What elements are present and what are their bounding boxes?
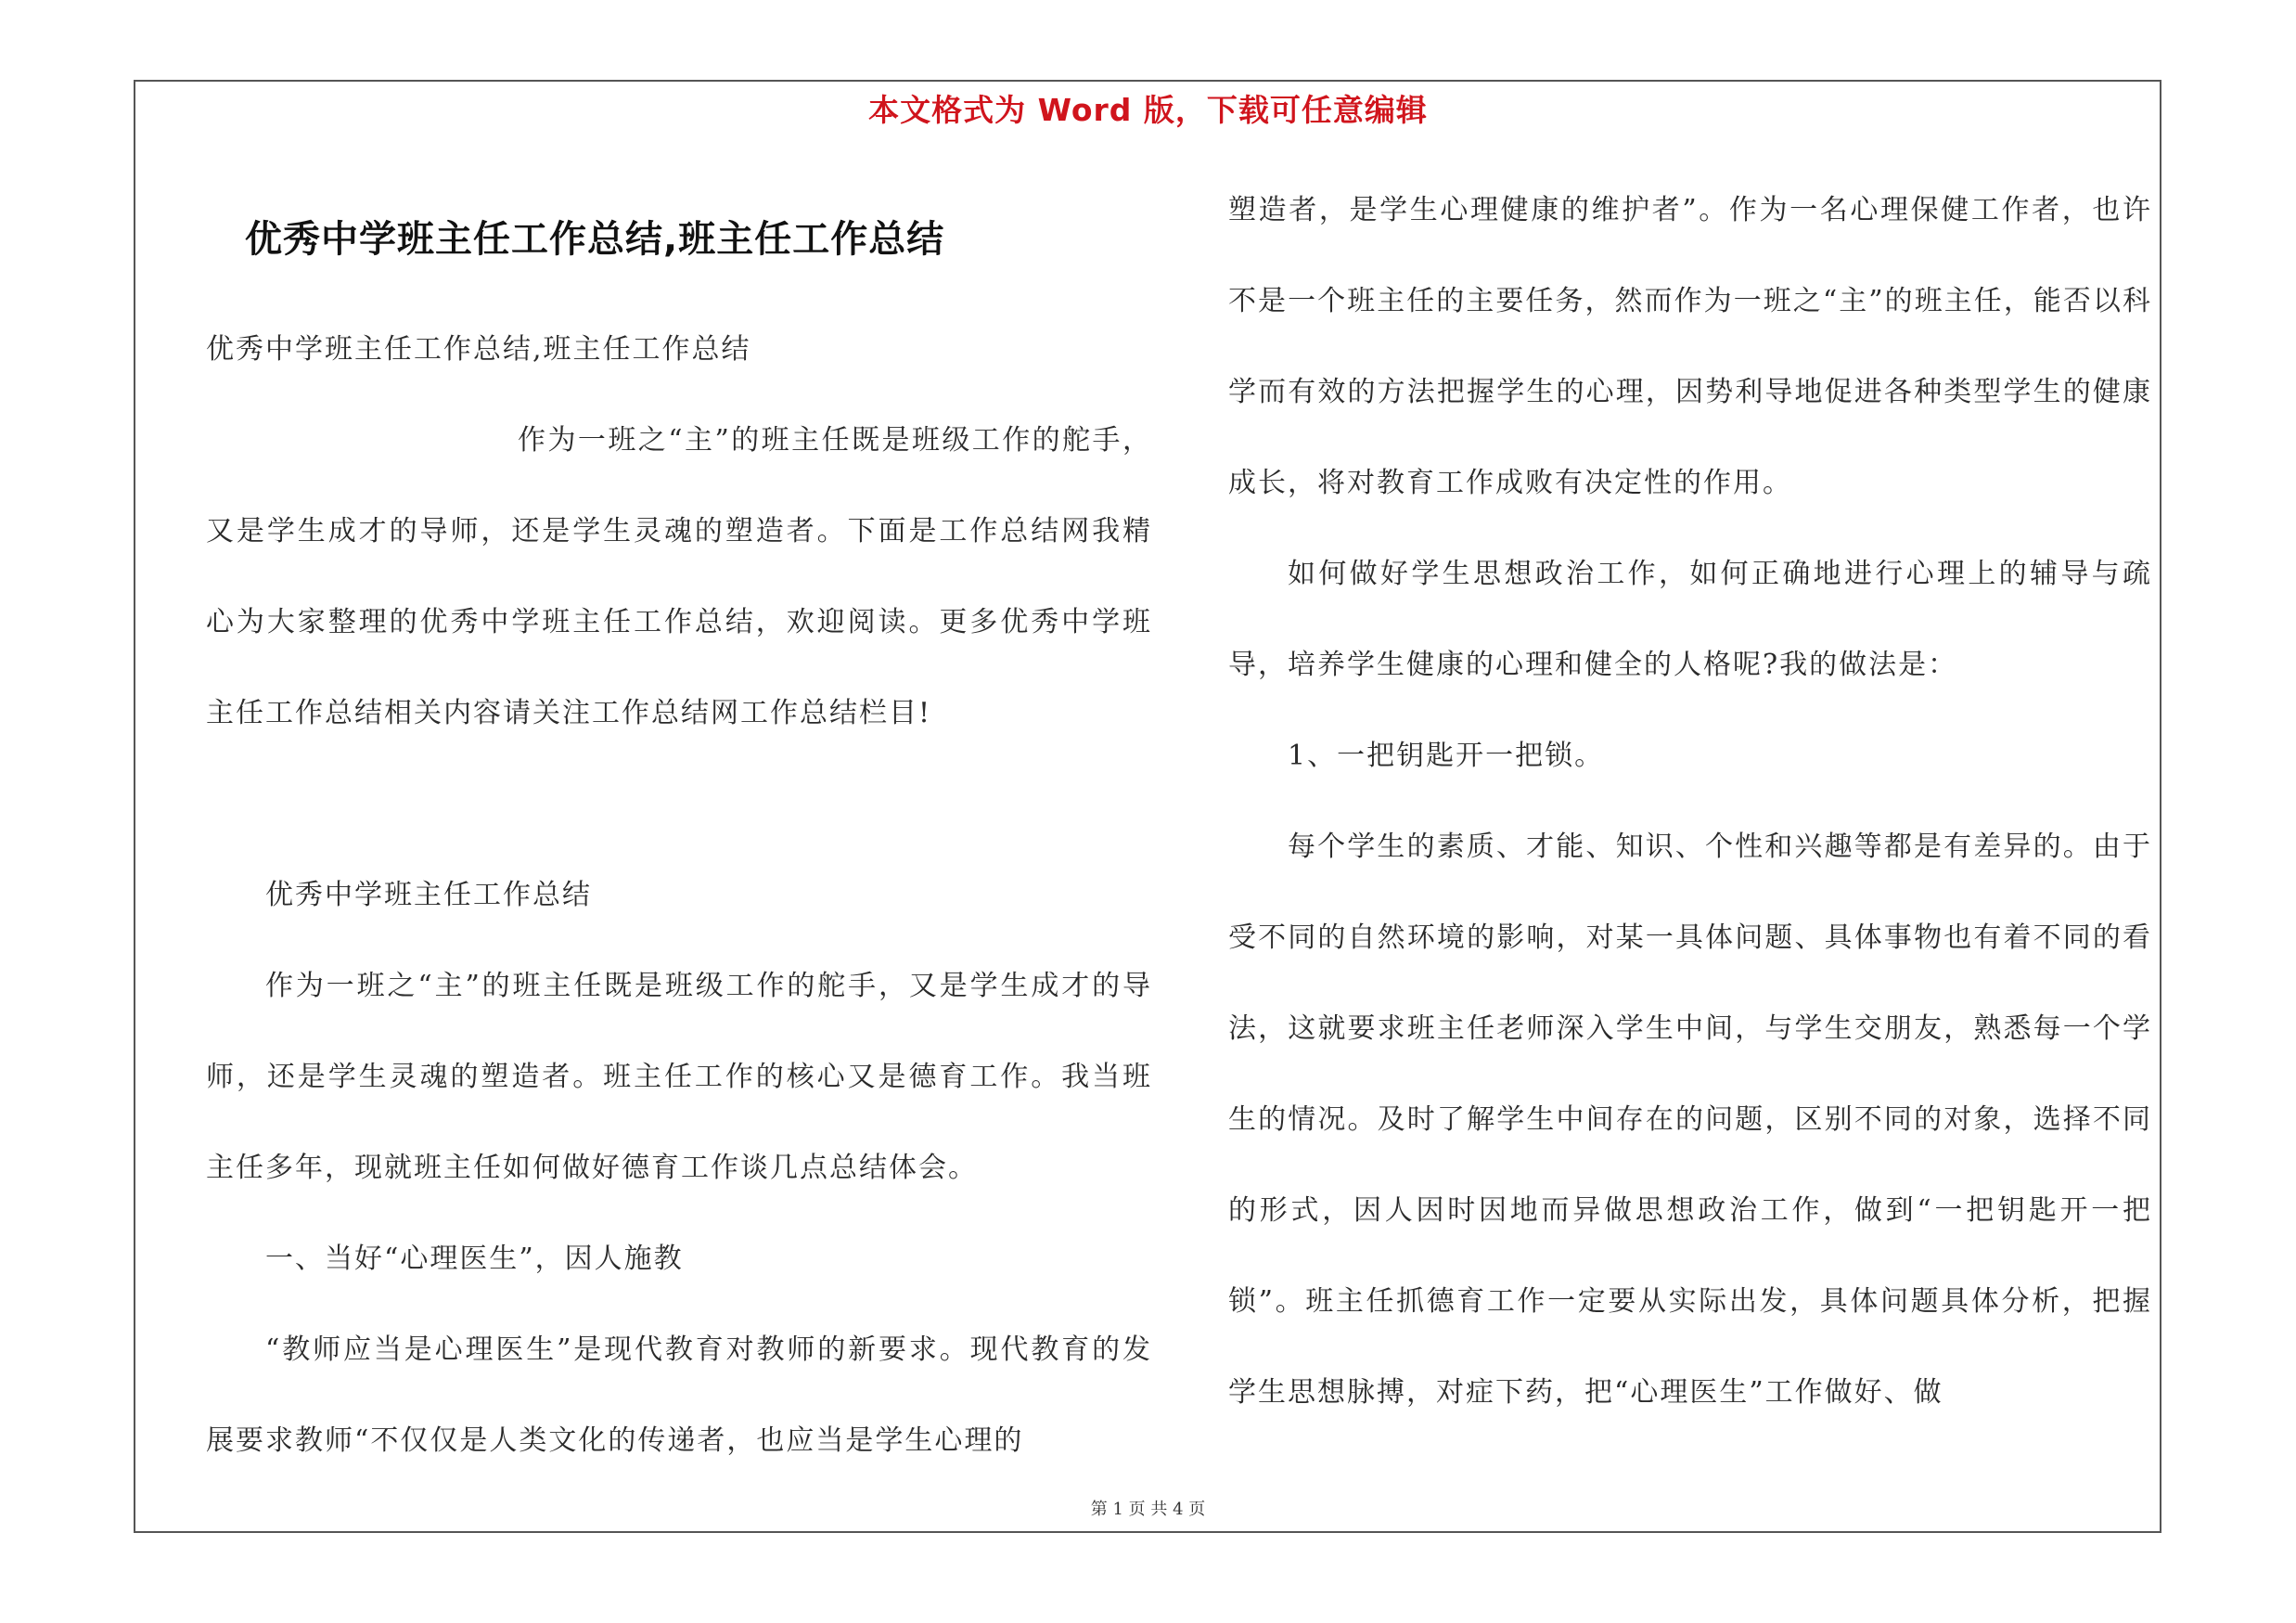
body-paragraph: 如何做好学生思想政治工作，如何正确地进行心理上的辅导与疏导，培养学生健康的心理和健全的人格呢?我的做法是： [1228,558,2152,681]
body-paragraph: 作为一班之“主”的班主任既是班级工作的舵手，又是学生成才的导师，还是学生灵魂的塑造者。班主任工作的核心又是德育工作。我当班主任多年，现就班主任如何做好德育工作谈几点总结体会。 [206,970,1152,1184]
section-heading: 优秀中学班主任工作总结 [265,879,592,911]
subtitle-paragraph: 优秀中学班主任工作总结,班主任工作总结 [206,333,751,366]
body-paragraph: 每个学生的素质、才能、知识、个性和兴趣等都是有差异的。由于受不同的自然环境的影响，对某一具体问题、具体事物也有着不同的看法，这就要求班主任老师深入学生中间，与学生交朋友，熟悉每一个学生的情况。及时了解学生中间存在的问题，区别不同的对象，选择不同的形式，因人因时因地而异做思想政治工作，做到“一把钥匙开一把锁”。班主任抓德育工作一定要从实际出发，具体问题具体分析，把握学生思想脉搏，对症下药，把“心理医生”工作做好、做 [1228,831,2152,1409]
document-title: 优秀中学班主任工作总结,班主任工作总结 [245,218,945,261]
numbered-heading: 1、一把钥匙开一把锁。 [1288,740,1605,772]
left-column [206,304,1152,1487]
word-format-banner: 本文格式为 Word 版，下载可任意编辑 [868,92,1428,128]
paragraph-gap [206,759,1152,850]
right-column [1228,165,2152,1438]
body-paragraph: “教师应当是心理医生”是现代教育对教师的新要求。现代教育的发展要求教师“不仅仅是人类文化的传递者，也应当是学生心理的 [206,1333,1152,1457]
body-paragraph: 塑造者，是学生心理健康的维护者”。作为一名心理保健工作者，也许不是一个班主任的主要任务，然而作为一班之“主”的班主任，能否以科学而有效的方法把握学生的心理，因势利导地促进各种类型学生的健康成长，将对教育工作成败有决定性的作用。 [1228,194,2152,499]
numbered-heading: 一、当好“心理医生”，因人施教 [265,1243,684,1275]
intro-paragraph: 作为一班之“主”的班主任既是班级工作的舵手，又是学生成才的导师，还是学生灵魂的塑造者。下面是工作总结网我精心为大家整理的优秀中学班主任工作总结，欢迎阅读。更多优秀中学班主任工作总结相关内容请关注工作总结网工作总结栏目! [206,424,1152,729]
page-indicator: 第 1 页 共 4 页 [1090,1500,1206,1519]
